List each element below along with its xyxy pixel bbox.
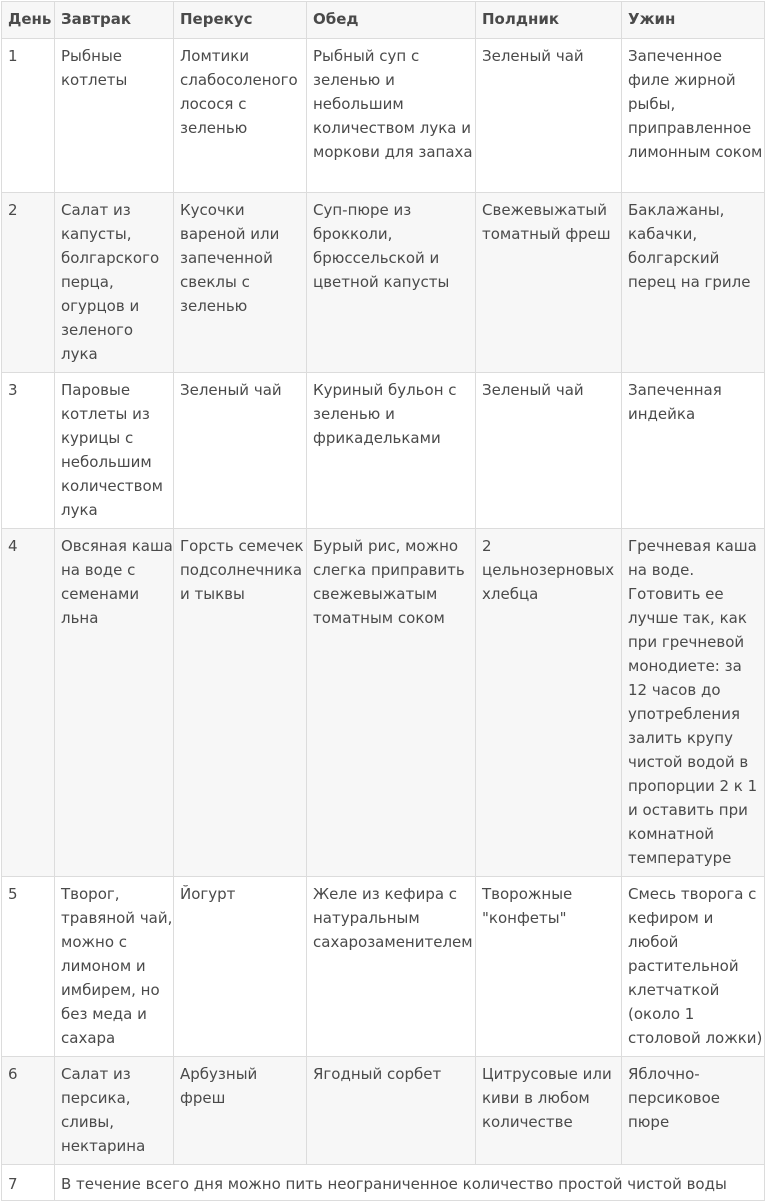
header-afternoon-snack: Полдник — [476, 2, 622, 39]
header-lunch: Обед — [307, 2, 476, 39]
afternoon-cell: Творожные "конфеты" — [476, 877, 622, 1057]
afternoon-cell: Зеленый чай — [476, 373, 622, 529]
water-note-cell: В течение всего дня можно пить неограниченное количество простой чистой воды — [55, 1165, 765, 1201]
afternoon-cell: Свежевыжатый томатный фреш — [476, 193, 622, 373]
lunch-cell: Рыбный суп с зеленью и небольшим количеством лука и моркови для запаха — [307, 39, 476, 193]
dinner-cell: Запеченное филе жирной рыбы, приправленное лимонным соком — [622, 39, 765, 193]
snack-cell: Кусочки вареной или запеченной свеклы с зеленью — [174, 193, 307, 373]
breakfast-cell: Рыбные котлеты — [55, 39, 174, 193]
snack-cell: Ломтики слабосоленого лосося с зеленью — [174, 39, 307, 193]
dinner-cell: Баклажаны, кабачки, болгарский перец на гриле — [622, 193, 765, 373]
table-header-row — [2, 2, 765, 39]
header-dinner: Ужин — [622, 2, 765, 39]
afternoon-cell: 2 цельнозерновых хлебца — [476, 529, 622, 877]
day-cell: 3 — [2, 373, 55, 529]
dinner-cell: Смесь творога с кефиром и любой растительной клетчаткой (около 1 столовой ложки) — [622, 877, 765, 1057]
afternoon-cell: Цитрусовые или киви в любом количестве — [476, 1057, 622, 1165]
day-cell: 6 — [2, 1057, 55, 1165]
breakfast-cell: Салат из капусты, болгарского перца, огурцов и зеленого лука — [55, 193, 174, 373]
table-row — [2, 1057, 765, 1165]
snack-cell: Горсть семечек подсолнечника и тыквы — [174, 529, 307, 877]
header-snack: Перекус — [174, 2, 307, 39]
table-row — [2, 193, 765, 373]
header-breakfast: Завтрак — [55, 2, 174, 39]
afternoon-cell: Зеленый чай — [476, 39, 622, 193]
snack-cell: Арбузный фреш — [174, 1057, 307, 1165]
dinner-cell: Запеченная индейка — [622, 373, 765, 529]
snack-cell: Йогурт — [174, 877, 307, 1057]
header-day: День — [2, 2, 55, 39]
table-row — [2, 529, 765, 877]
diet-menu-table — [1, 1, 765, 1201]
snack-cell: Зеленый чай — [174, 373, 307, 529]
dinner-cell: Гречневая каша на воде. Готовить ее лучше так, как при гречневой монодиете: за 12 часов до употребления залить крупу чистой водой в пропорции 2 к 1 и оставить при комнатной температуре — [622, 529, 765, 877]
breakfast-cell: Салат из персика, сливы, нектарина — [55, 1057, 174, 1165]
lunch-cell: Желе из кефира с натуральным сахарозаменителем — [307, 877, 476, 1057]
lunch-cell: Бурый рис, можно слегка приправить свежевыжатым томатным соком — [307, 529, 476, 877]
table-row — [2, 39, 765, 193]
dinner-cell: Яблочно-персиковое пюре — [622, 1057, 765, 1165]
day-cell: 7 — [2, 1165, 55, 1201]
day-cell: 1 — [2, 39, 55, 193]
day-cell: 5 — [2, 877, 55, 1057]
table-row — [2, 877, 765, 1057]
lunch-cell: Суп-пюре из брокколи, брюссельской и цветной капусты — [307, 193, 476, 373]
day-cell: 2 — [2, 193, 55, 373]
lunch-cell: Ягодный сорбет — [307, 1057, 476, 1165]
breakfast-cell: Паровые котлеты из курицы с небольшим количеством лука — [55, 373, 174, 529]
table-row-water — [2, 1165, 765, 1201]
breakfast-cell: Овсяная каша на воде с семенами льна — [55, 529, 174, 877]
breakfast-cell: Творог, травяной чай, можно с лимоном и имбирем, но без меда и сахара — [55, 877, 174, 1057]
day-cell: 4 — [2, 529, 55, 877]
lunch-cell: Куриный бульон с зеленью и фрикадельками — [307, 373, 476, 529]
table-row — [2, 373, 765, 529]
